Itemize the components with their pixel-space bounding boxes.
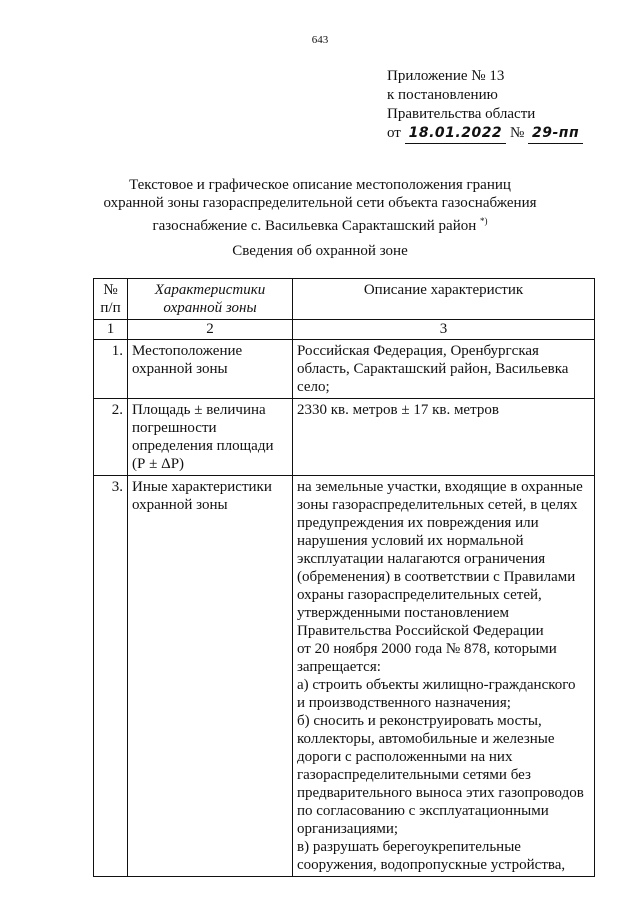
- appendix-block: [387, 67, 583, 144]
- footnote-mark: *): [480, 216, 488, 226]
- appendix-from-label: от: [387, 125, 401, 141]
- appendix-government: Правительства области: [387, 106, 536, 122]
- header-characteristic: Характеристики охранной зоны: [128, 279, 293, 320]
- table-row: [94, 399, 595, 476]
- header-description: Описание характеристик: [293, 279, 595, 320]
- appendix-number-sign: №: [509, 125, 525, 141]
- row-number: 3.: [94, 476, 128, 877]
- row-characteristic: Площадь ± величина погрешности определения площади (Р ± ΔР): [128, 399, 293, 476]
- row-number: 1.: [94, 340, 128, 399]
- row-description: Российская Федерация, Оренбургская область, Саракташский район, Васильевка село;: [293, 340, 595, 399]
- title-line-3-text: газоснабжение с. Васильевка Саракташский район: [152, 218, 477, 234]
- protection-zone-table: [93, 278, 595, 877]
- index-cell: 2: [128, 320, 293, 340]
- index-cell: 1: [94, 320, 128, 340]
- table-row: [94, 476, 595, 877]
- row-description: на земельные участки, входящие в охранные зоны газораспределительных сетей, в целях предупреждения их повреждения или нарушения условий их нормальной эксплуатации налагаются ограничения (обременения) в соответствии с Правилами охраны газораспределительных сетей, утвержденными постановлением Правительства Российской Федерации от 20 ноября 2000 года № 878, которыми запрещается: а) строить объекты жилищно-гражданского и производственного назначения; б) сносить и реконструировать мосты, коллекторы, автомобильные и железные дороги с расположенными на них газораспределительными сетями без предварительного выноса этих газопроводов по согласованию с эксплуатационными организациями; в) разрушать берегоукрепительные сооружения, водопропускные устройства,: [293, 476, 595, 877]
- title-line-2: охранной зоны газораспределительной сети объекта газоснабжения: [103, 195, 537, 211]
- page-number: 643: [311, 34, 329, 46]
- table-header-row: [94, 279, 595, 320]
- appendix-number: 29-пп: [528, 124, 583, 144]
- row-characteristic: Местоположение охранной зоны: [128, 340, 293, 399]
- header-number: № п/п: [94, 279, 128, 320]
- row-characteristic: Иные характеристики охранной зоны: [128, 476, 293, 877]
- appendix-date: 18.01.2022: [405, 124, 507, 144]
- index-cell: 3: [293, 320, 595, 340]
- table-row: [94, 340, 595, 399]
- row-number: 2.: [94, 399, 128, 476]
- title-line-1: Текстовое и графическое описание местоположения границ: [129, 177, 511, 193]
- appendix-date-line: [387, 124, 583, 144]
- title-line-3: [60, 212, 580, 235]
- document-title: [60, 176, 580, 235]
- appendix-title: Приложение № 13: [387, 68, 505, 84]
- table-index-row: [94, 320, 595, 340]
- appendix-to-resolution: к постановлению: [387, 87, 498, 103]
- section-subtitle: Сведения об охранной зоне: [232, 243, 408, 259]
- row-description: 2330 кв. метров ± 17 кв. метров: [293, 399, 595, 476]
